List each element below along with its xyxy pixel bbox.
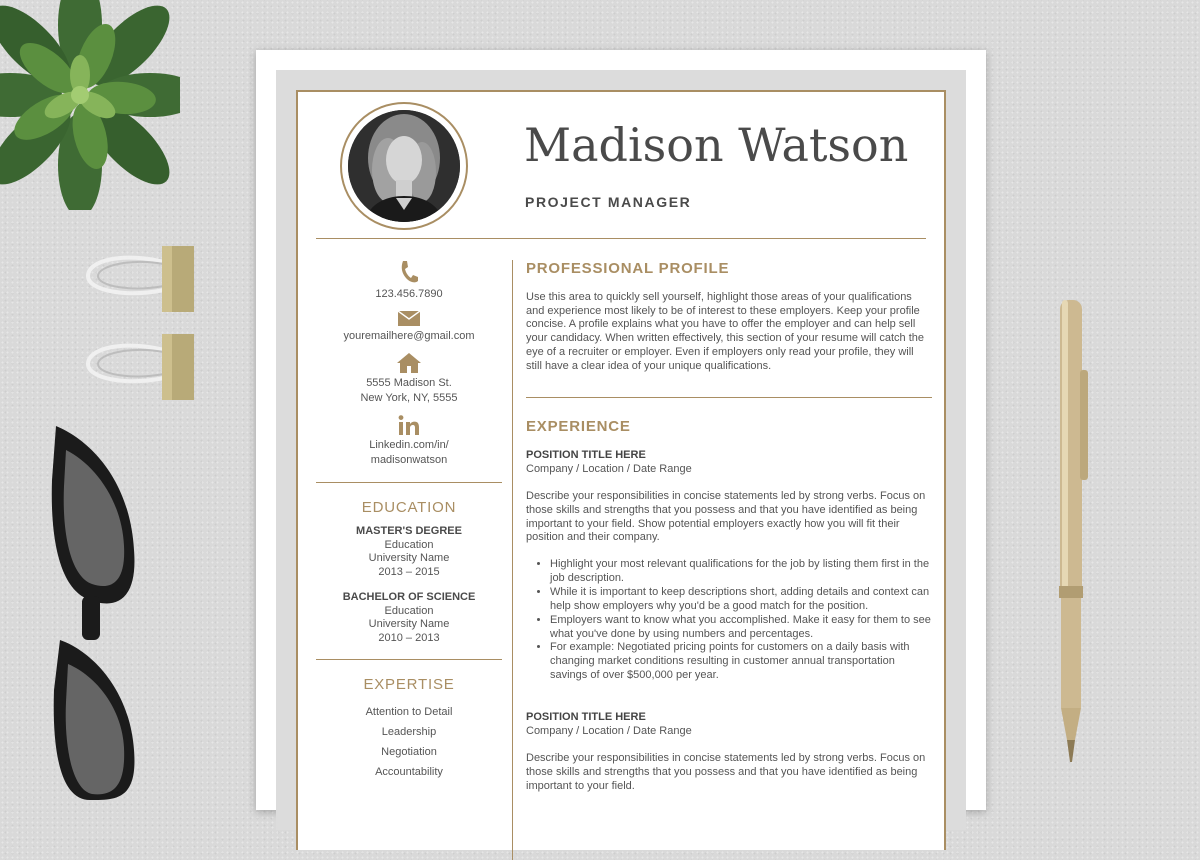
experience-heading: EXPERIENCE bbox=[526, 418, 631, 436]
job-entry bbox=[526, 449, 931, 683]
linkedin-icon bbox=[398, 415, 420, 435]
position-title: POSITION TITLE HERE bbox=[526, 449, 646, 462]
left-column bbox=[316, 260, 502, 782]
position-description: Describe your responsibilities in concise statements led by strong verbs. Focus on those skills and strengths that you possess and that you have identified as being important to your field. Show potential employers exactly how you will fit their position and their company. bbox=[526, 490, 926, 544]
email-address: youremailhere@gmail.com bbox=[343, 330, 475, 342]
envelope-icon bbox=[398, 311, 420, 326]
degree-name: BACHELOR OF SCIENCE bbox=[342, 591, 476, 603]
contact-address bbox=[316, 353, 502, 406]
achievement-item: • For example: Negotiated pricing points for customers on a daily basis with changing market conditions resulting in customer annual transportation savings of over $500,000 per year. bbox=[550, 641, 931, 683]
contact-email bbox=[316, 311, 502, 344]
degree-field: Education bbox=[384, 604, 434, 617]
position-description: Describe your responsibilities in concise statements led by strong verbs. Focus on those skills and strengths that you possess and that you have identified as being important to your field. bbox=[526, 752, 926, 792]
candidate-name: Madison Watson bbox=[524, 118, 909, 172]
address-line-2: New York, NY, 5555 bbox=[360, 392, 458, 404]
degree-years: 2010 – 2013 bbox=[378, 631, 440, 644]
profile-photo-ring bbox=[340, 102, 468, 230]
job-entry bbox=[526, 711, 931, 793]
right-column bbox=[526, 260, 931, 793]
education-entry bbox=[316, 591, 502, 645]
linkedin-line-1: Linkedin.com/in/ bbox=[369, 439, 449, 451]
contact-linkedin bbox=[316, 415, 502, 468]
column-divider bbox=[512, 260, 513, 860]
profile-heading: PROFESSIONAL PROFILE bbox=[526, 260, 730, 277]
education-heading: EDUCATION bbox=[361, 499, 457, 516]
address-line-1: 5555 Madison St. bbox=[366, 377, 452, 389]
expertise-item: Leadership bbox=[381, 726, 437, 738]
degree-field: Education bbox=[384, 538, 434, 551]
resume-frame bbox=[296, 90, 946, 850]
gold-pen bbox=[1054, 300, 1100, 770]
education-entry bbox=[316, 525, 502, 579]
binder-clip-bottom bbox=[84, 330, 196, 404]
expertise-item: Negotiation bbox=[381, 746, 437, 758]
binder-clip-top bbox=[84, 242, 196, 316]
position-meta: Company / Location / Date Range bbox=[526, 724, 692, 737]
left-divider-expertise bbox=[316, 659, 502, 660]
home-icon bbox=[397, 353, 421, 373]
school-name: University Name bbox=[368, 618, 450, 630]
achievement-item: • Highlight your most relevant qualifications for the job by listing them first in the job description. bbox=[550, 558, 931, 586]
achievement-list bbox=[526, 558, 931, 683]
contact-phone bbox=[316, 260, 502, 302]
resume-paper bbox=[256, 50, 986, 810]
expertise-item: Attention to Detail bbox=[365, 706, 453, 718]
succulent-plant bbox=[0, 0, 180, 210]
header-divider bbox=[316, 238, 926, 239]
achievement-item: • While it is important to keep descriptions short, adding details and context can help show employers why you'd be a good match for the position. bbox=[550, 586, 931, 614]
profile-text: Use this area to quickly sell yourself, highlight those areas of your qualifications and experience most likely to be of interest to these employers. Keep your profile concise. A profile explains what you have to offer the employer and can help sell your candidacy. When written effectively, this section of your resume will catch the eye of a recruiter or employer. Even if employers only read your profile, they will still have a clear idea of your unique qualifications. bbox=[526, 291, 925, 372]
expertise-heading: EXPERTISE bbox=[363, 676, 455, 693]
position-meta: Company / Location / Date Range bbox=[526, 462, 692, 475]
position-title: POSITION TITLE HERE bbox=[526, 711, 646, 724]
degree-name: MASTER'S DEGREE bbox=[356, 525, 462, 537]
achievement-item: • Employers want to know what you accomplished. Make it easy for them to see what you've done by using numbers and percentages. bbox=[550, 614, 931, 642]
degree-years: 2013 – 2015 bbox=[378, 565, 440, 578]
job-title: PROJECT MANAGER bbox=[525, 194, 692, 210]
resume-band bbox=[276, 70, 966, 830]
school-name: University Name bbox=[368, 552, 450, 564]
expertise-item: Accountability bbox=[375, 766, 443, 778]
phone-icon bbox=[399, 260, 419, 284]
profile-photo bbox=[348, 110, 460, 222]
right-divider-experience bbox=[526, 397, 932, 398]
eyeglasses bbox=[30, 420, 150, 800]
phone-number: 123.456.7890 bbox=[375, 288, 443, 300]
left-divider-education bbox=[316, 482, 502, 483]
linkedin-line-2: madisonwatson bbox=[370, 454, 448, 466]
